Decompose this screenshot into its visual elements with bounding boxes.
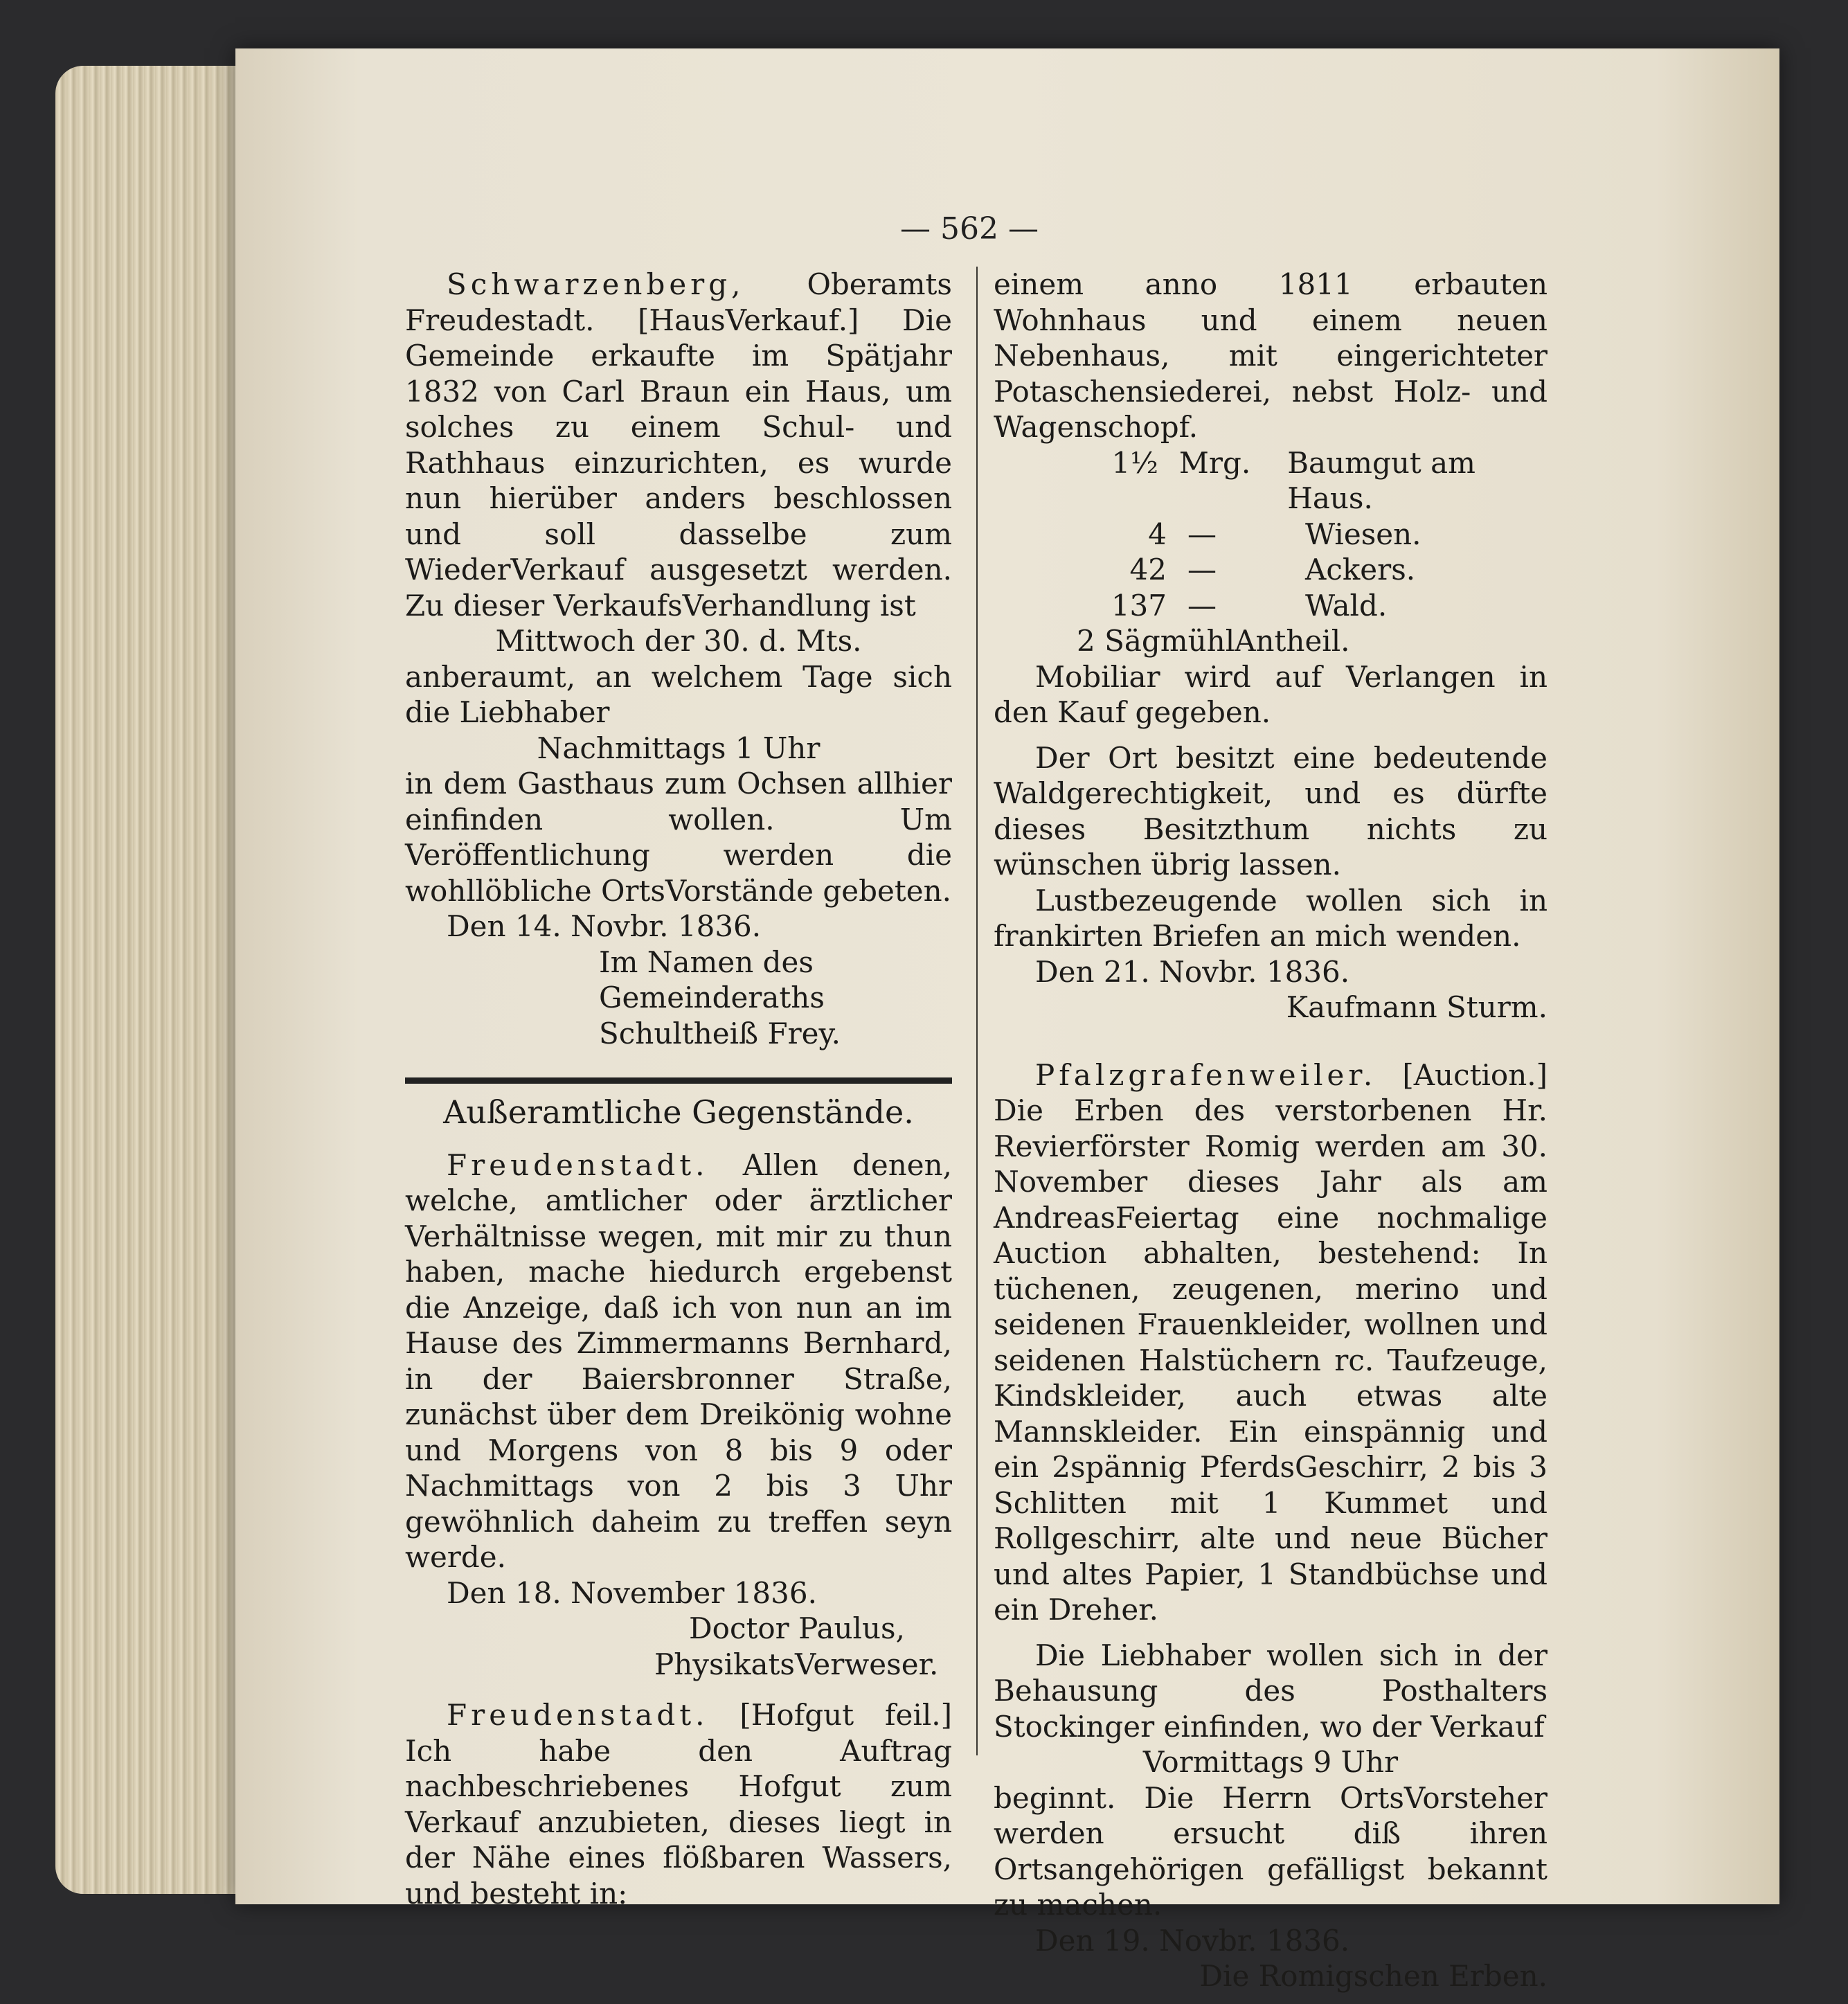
notice-body: [Hofgut feil.] Ich habe den Auftrag nachbeschriebenes Hofgut zum Verkauf anzubieten, dieses liegt in der Nähe eines flößbaren Wassers, und besteht in: — [405, 1698, 952, 1911]
notice-signature: PhysikatsVerweser. — [654, 1647, 939, 1681]
notice-body: Mobiliar wird auf Verlangen in den Kauf gegeben. — [994, 659, 1548, 729]
notice-place: Schwarzenberg, — [447, 267, 745, 301]
notice-pfalzgrafenweiler — [994, 1057, 1548, 1994]
notice-body: einem anno 1811 erbauten Wohnhaus und einem neuen Nebenhaus, mit eingerichteter Potaschensiederei, nebst Holz- und Wagenschopf. — [994, 267, 1548, 444]
notice-body: Allen denen, welche, amtlicher oder ärztlicher Verhältnisse wegen, mit mir zu thun haben, mache hiedurch ergebenst die Anzeige, daß ich von nun an im Hause des Zimmermanns Bernhard, in der Baiersbronner Straße, zunächst über dem Dreikönig wohne und Morgens von 8 bis 9 oder Nachmittags von 2 bis 3 Uhr gewöhnlich daheim zu treffen seyn werde. — [405, 1147, 952, 1574]
notice-place: Freudenstadt. — [447, 1147, 709, 1182]
notice-dated: Den 18. November 1836. — [447, 1575, 817, 1610]
notice-freudenstadt-doctor — [405, 1147, 952, 1683]
notice-signature: Doctor Paulus, — [689, 1611, 905, 1645]
right-column — [994, 267, 1548, 1994]
notice-body: Die Liebhaber wollen sich in der Behausung des Posthalters Stockinger einfinden, wo der Verkauf — [994, 1638, 1548, 1744]
notice-time-line: Vormittags 9 Uhr — [1142, 1745, 1399, 1779]
list-item: 2 SägmühlAntheil. — [1077, 624, 1350, 658]
notice-schwarzenberg — [405, 267, 952, 1051]
left-column — [405, 267, 952, 1911]
notice-body: in dem Gasthaus zum Ochsen allhier einfinden wollen. Um Veröffentlichung werden die wohllöbliche OrtsVorstände gebeten. — [405, 767, 952, 908]
notice-body: Der Ort besitzt eine bedeutende Waldgerechtigkeit, und es dürfte dieses Besitzthum nichts zu wünschen übrig lassen. — [994, 740, 1548, 882]
notice-signature: Gemeinderaths — [599, 981, 825, 1014]
column-divider — [976, 267, 978, 1755]
notice-body: Lustbezeugende wollen sich in frankirten Briefen an mich wenden. — [994, 883, 1548, 953]
notice-date-line: Mittwoch der 30. d. Mts. — [495, 624, 862, 658]
notice-freudenstadt-hofgut — [405, 1697, 952, 1911]
page-number: — 562 — — [900, 211, 1039, 247]
list-item: 1½ Mrg. Baumgut am Haus. — [1111, 445, 1475, 515]
notice-place: Pfalzgrafenweiler. — [1035, 1057, 1377, 1092]
notice-signature: Im Namen des — [599, 945, 814, 979]
section-heading: Außeramtliche Gegenstände. — [443, 1093, 914, 1131]
notice-body: Oberamts Freudestadt. [HausVerkauf.] Die Gemeinde erkaufte im Spätjahr 1832 von Carl Braun ein Haus, um solches zu einem Schul- und Rathhaus einzurichten, es wurde nun hierüber anders beschlossen und soll dasselbe zum WiederVerkauf ausgesetzt werden. Zu dieser VerkaufsVerhandlung ist — [405, 267, 952, 623]
notice-body: beginnt. Die Herrn OrtsVorsteher werden ersucht diß ihren Ortsangehörigen gefälligst bekannt zu machen. — [994, 1780, 1548, 1922]
notice-signature: Schultheiß Frey. — [599, 1016, 841, 1050]
notice-dated: Den 19. Novbr. 1836. — [1035, 1923, 1350, 1958]
notice-dated: Den 21. Novbr. 1836. — [1035, 954, 1350, 989]
notice-time-line: Nachmittags 1 Uhr — [537, 731, 820, 765]
notice-signature: Die Romigschen Erben. — [1199, 1959, 1548, 1993]
notice-dated: Den 14. Novbr. 1836. — [447, 909, 762, 943]
notice-signature: Kaufmann Sturm. — [1286, 990, 1548, 1024]
list-item: 42 — Ackers. — [1129, 553, 1416, 587]
list-item: 4 — Wiesen. — [1148, 517, 1421, 551]
notice-place: Freudenstadt. — [447, 1698, 709, 1732]
notice-body: anberaumt, an welchem Tage sich die Liebhaber — [405, 659, 952, 729]
list-item: 137 — Wald. — [1111, 588, 1388, 623]
notice-hofgut-continued — [994, 267, 1548, 1026]
notice-body: [Auction.] Die Erben des verstorbenen Hr. Revierförster Romig werden am 30. November dieses Jahr als am AndreasFeiertag eine nochmalige Auction abhalten, bestehend: In tüchenen, zeugenen, merino und seidenen Frauenkleider, wollnen und seidenen Halstüchern rc. Taufzeuge, Kindskleider, auch etwas alte Mannskleider. Ein einspännig und ein 2spännig PferdsGeschirr, 2 bis 3 Schlitten mit 1 Kummet und Rollgeschirr, alte und neue Bücher und altes Papier, 1 Standbüchse und ein Dreher. — [994, 1057, 1548, 1627]
section-rule — [405, 1077, 952, 1084]
book-page-edges — [55, 66, 242, 1894]
